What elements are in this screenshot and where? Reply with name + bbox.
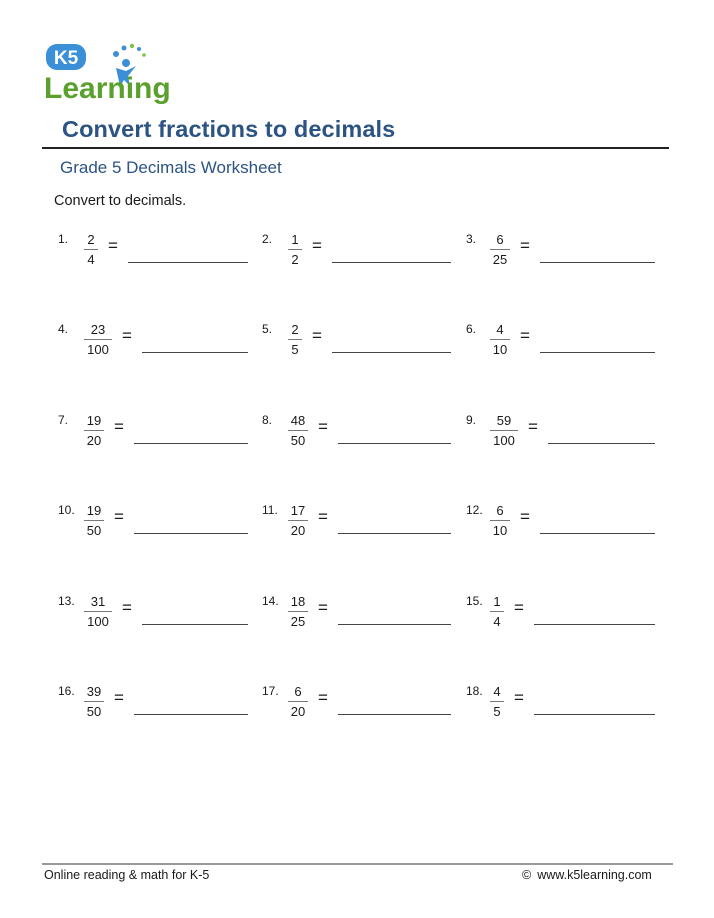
fraction-bar [84,249,98,250]
equals-sign: = [528,417,538,436]
fraction [84,322,112,357]
fraction-numerator: 48 [290,413,306,428]
equals-sign: = [122,598,132,617]
fraction-denominator: 4 [87,252,95,267]
fraction-bar [490,611,504,612]
title-divider [42,147,669,149]
fraction-denominator: 5 [291,342,299,357]
equals-sign: = [514,688,524,707]
fraction-numerator: 1 [493,594,501,609]
problem-item [466,594,655,634]
problem-number: 13. [58,594,75,608]
fraction [490,594,504,629]
problem-number: 2. [262,232,273,246]
answer-line[interactable] [332,352,451,353]
problem-number: 11. [262,503,278,517]
answer-line[interactable] [338,533,451,534]
equals-sign: = [114,417,124,436]
fraction-bar [490,520,510,521]
answer-line[interactable] [338,714,451,715]
fraction-numerator: 2 [87,232,95,247]
fraction-denominator: 50 [290,433,306,448]
answer-line[interactable] [338,443,451,444]
fraction-numerator: 18 [290,594,306,609]
problem-number: 3. [466,232,477,246]
fraction-numerator: 4 [493,684,501,699]
fraction [288,413,308,448]
answer-line[interactable] [142,352,248,353]
fraction-numerator: 6 [496,503,504,518]
fraction [288,594,308,629]
page-title: Convert fractions to decimals [62,116,396,142]
fraction-numerator: 2 [291,322,299,337]
page-subtitle: Grade 5 Decimals Worksheet [60,158,282,177]
fraction-denominator: 5 [493,704,501,719]
footer-divider [42,863,673,865]
equals-sign: = [114,688,124,707]
answer-line[interactable] [128,262,248,263]
problem-item [58,503,248,543]
fraction-bar [84,611,112,612]
equals-sign: = [312,326,322,345]
problem-number: 16. [58,684,75,698]
fraction-numerator: 31 [90,594,106,609]
fraction-denominator: 2 [291,252,299,267]
problem-number: 6. [466,322,477,336]
fraction [84,594,112,629]
fraction-numerator: 1 [291,232,299,247]
problem-number: 5. [262,322,273,336]
fraction-denominator: 100 [87,614,109,629]
problem-number: 14. [262,594,279,608]
fraction [84,684,104,719]
answer-line[interactable] [332,262,451,263]
fraction-bar [288,520,308,521]
fraction-denominator: 50 [86,704,102,719]
fraction [490,413,518,448]
problem-number: 4. [58,322,69,336]
equals-sign: = [122,326,132,345]
fraction [490,684,504,719]
fraction-numerator: 59 [496,413,512,428]
fraction [490,322,510,357]
fraction-denominator: 20 [290,523,306,538]
equals-sign: = [312,236,322,255]
problem-item [58,232,248,272]
fraction-numerator: 19 [86,503,102,518]
fraction [490,503,510,538]
problem-number: 12. [466,503,483,517]
footer-website [522,868,652,882]
answer-line[interactable] [540,352,655,353]
footer-url: www.k5learning.com [537,868,652,882]
fraction-denominator: 100 [87,342,109,357]
copyright-symbol: © [522,868,532,882]
problem-number: 15. [466,594,483,608]
fraction-numerator: 6 [496,232,504,247]
fraction [490,232,510,267]
fraction-bar [84,520,104,521]
problem-item [466,413,655,453]
equals-sign: = [108,236,118,255]
answer-line[interactable] [540,262,655,263]
fraction-bar [288,611,308,612]
fraction-denominator: 25 [492,252,508,267]
answer-line[interactable] [134,714,248,715]
fraction-denominator: 50 [86,523,102,538]
problem-item [58,684,248,724]
answer-line[interactable] [534,624,655,625]
fraction-denominator: 4 [493,614,501,629]
problem-number: 8. [262,413,273,427]
equals-sign: = [520,236,530,255]
problem-item [466,232,655,272]
fraction-bar [490,249,510,250]
fraction-numerator: 6 [294,684,302,699]
problem-number: 18. [466,684,483,698]
problem-number: 17. [262,684,279,698]
fraction-denominator: 10 [492,342,508,357]
answer-line[interactable] [338,624,451,625]
problem-item [262,684,451,724]
equals-sign: = [514,598,524,617]
fraction-denominator: 20 [86,433,102,448]
fraction [84,503,104,538]
fraction-denominator: 20 [290,704,306,719]
problem-item [466,503,655,543]
fraction [288,322,302,357]
fraction-bar [490,339,510,340]
fraction [288,684,308,719]
problem-item [262,413,451,453]
fraction-bar [84,339,112,340]
equals-sign: = [318,688,328,707]
fraction-numerator: 4 [496,322,504,337]
equals-sign: = [318,507,328,526]
equals-sign: = [318,417,328,436]
fraction-bar [490,701,504,702]
answer-line[interactable] [534,714,655,715]
fraction-numerator: 19 [86,413,102,428]
fraction [84,413,104,448]
problem-number: 9. [466,413,477,427]
answer-line[interactable] [540,533,655,534]
fraction-numerator: 39 [86,684,102,699]
fraction-bar [288,339,302,340]
fraction-bar [84,701,104,702]
problem-item [466,684,655,724]
fraction-bar [490,430,518,431]
fraction-denominator: 25 [290,614,306,629]
answer-line[interactable] [134,533,248,534]
logo-learning-text: Learning [44,72,171,104]
fraction-bar [288,430,308,431]
equals-sign: = [114,507,124,526]
footer-tagline: Online reading & math for K-5 [44,868,210,882]
fraction-bar [288,701,308,702]
k5-learning-logo [40,36,180,104]
fraction-denominator: 100 [493,433,515,448]
problem-number: 10. [58,503,75,517]
answer-line[interactable] [134,443,248,444]
fraction-numerator: 23 [90,322,106,337]
fraction-bar [288,249,302,250]
fraction [84,232,98,267]
problem-number: 7. [58,413,69,427]
problem-item [58,322,248,362]
answer-line[interactable] [548,443,655,444]
fraction [288,232,302,267]
fraction-denominator: 10 [492,523,508,538]
instructions: Convert to decimals. [54,193,187,209]
equals-sign: = [520,507,530,526]
problem-item [58,413,248,453]
problem-item [262,594,451,634]
problem-item [58,594,248,634]
fraction-bar [84,430,104,431]
equals-sign: = [520,326,530,345]
answer-line[interactable] [142,624,248,625]
fraction [288,503,308,538]
equals-sign: = [318,598,328,617]
problem-item [466,322,655,362]
problem-item [262,232,451,272]
problem-item [262,503,451,543]
problem-number: 1. [58,232,69,246]
problem-item [262,322,451,362]
logo-k5-text: K5 [53,48,79,69]
fraction-numerator: 17 [290,503,306,518]
